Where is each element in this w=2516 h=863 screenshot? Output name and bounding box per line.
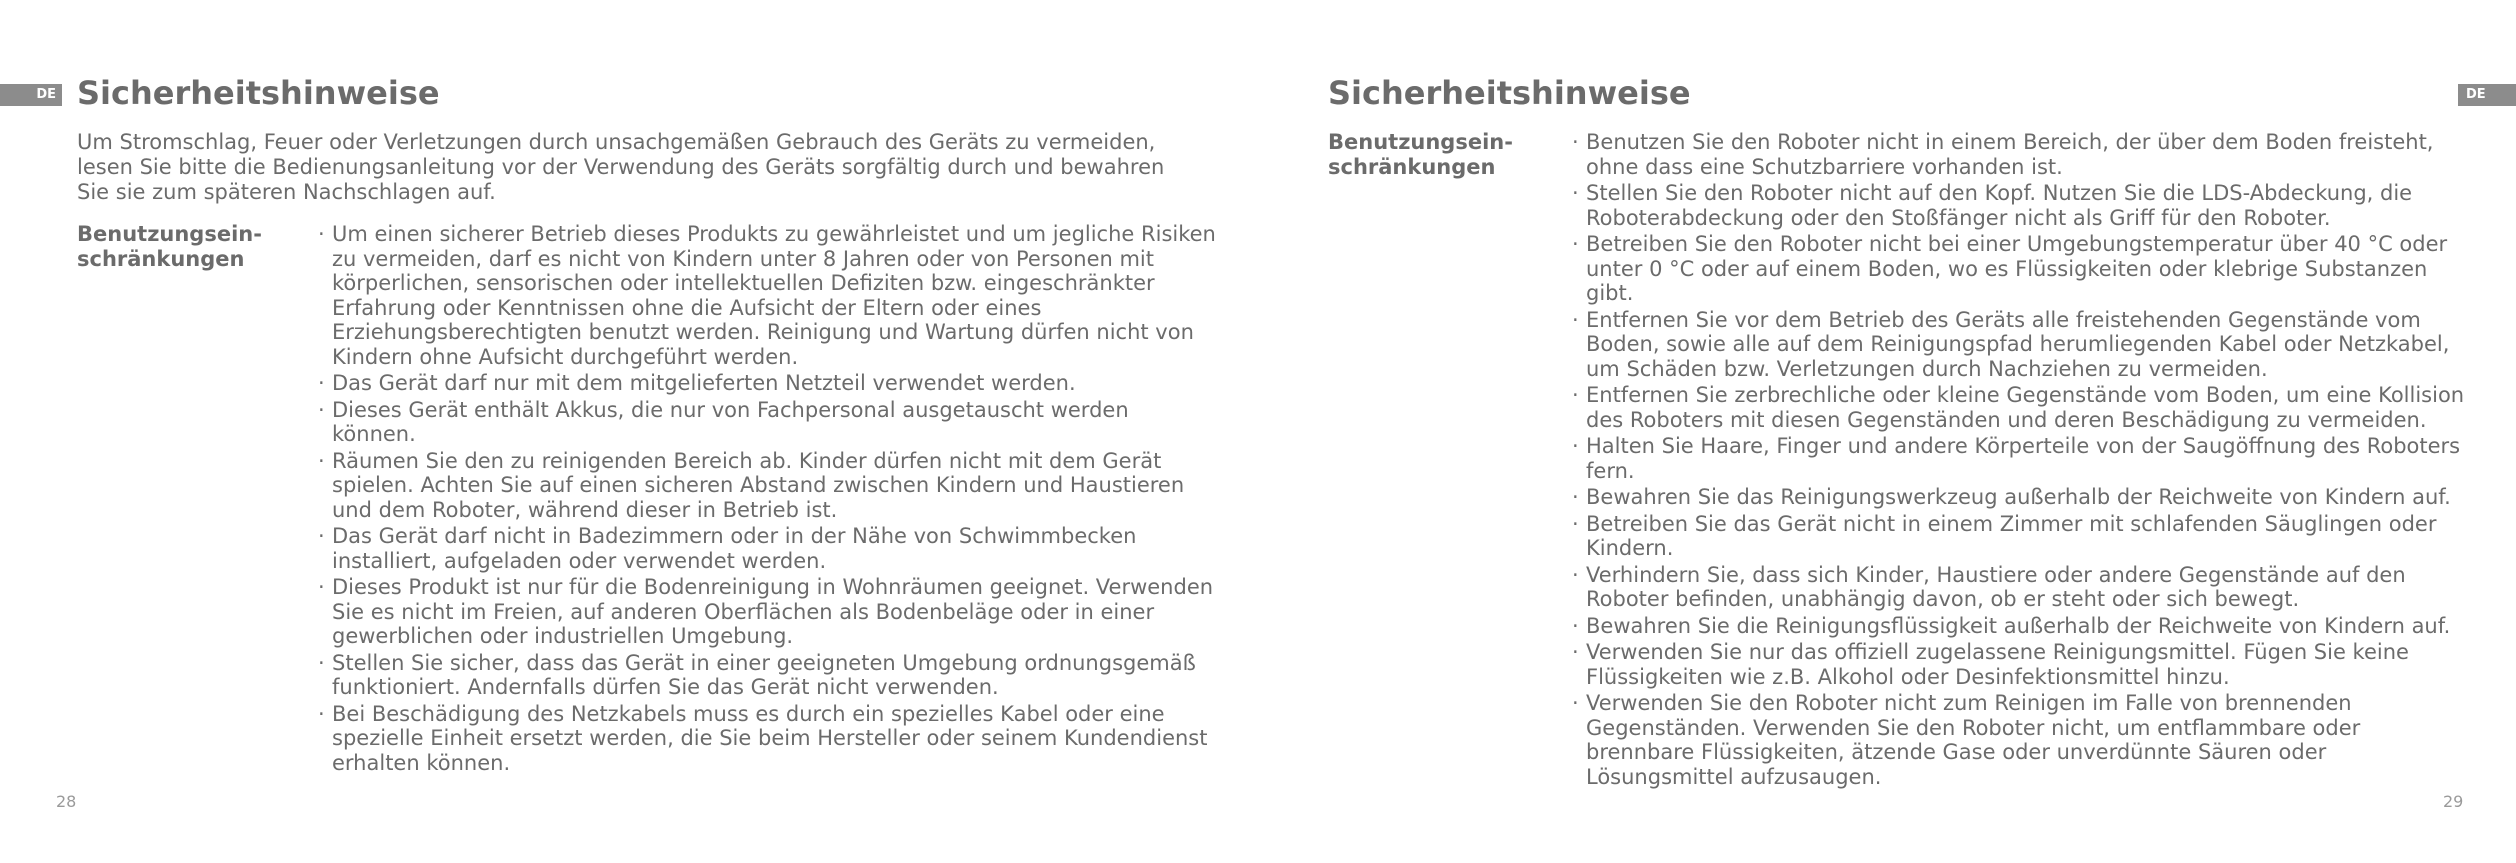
bullet-marker: · (1572, 485, 1579, 509)
bullet-marker: · (1572, 181, 1579, 205)
list-item-text: Das Gerät darf nicht in Badezimmern oder in der Nähe von Schwimmbecken installiert, aufgeladen oder verwendet werden. (332, 524, 1137, 573)
list-item (1572, 640, 2472, 689)
list-item-text: Dieses Gerät enthält Akkus, die nur von Fachpersonal ausgetauscht werden können. (332, 397, 1129, 446)
language-tag: DE (2458, 84, 2516, 106)
right-page (1258, 0, 2516, 863)
list-item (1572, 383, 2472, 432)
list-item (1572, 512, 2472, 561)
bullet-marker: · (1572, 434, 1579, 458)
bullet-marker: · (1572, 130, 1579, 154)
list-item-text: Verwenden Sie den Roboter nicht zum Reinigen im Falle von brennenden Gegenständen. Verwenden Sie den Roboter nicht, um entflammbare oder brennbare Flüssigkeiten, ätzende Gase oder unverdünnte Säuren oder Lösungsmittel aufzusaugen. (1586, 691, 2361, 789)
list-item-text: Verwenden Sie nur das offiziell zugelassene Reinigungsmittel. Fügen Sie keine Flüssigkeiten wie z.B. Alkohol oder Desinfektionsmittel hinzu. (1586, 640, 2409, 689)
bullet-marker: · (1572, 511, 1579, 536)
list-item (1572, 563, 2472, 612)
list-item (318, 371, 1218, 396)
bullet-marker: · (1572, 307, 1579, 332)
bullet-marker: · (1572, 640, 1579, 664)
bullet-marker: · (318, 371, 325, 395)
bullet-marker: · (318, 701, 325, 726)
list-item-text: Stellen Sie den Roboter nicht auf den Kopf. Nutzen Sie die LDS-Abdeckung, die Roboterabdeckung oder den Stoßfänger nicht als Griff für den Roboter. (1586, 181, 2413, 230)
list-item-text: Benutzen Sie den Roboter nicht in einem Bereich, der über dem Boden freisteht, ohne dass eine Schutzbarriere vorhanden ist. (1586, 130, 2434, 179)
bullet-marker: · (318, 524, 325, 548)
list-item (1572, 485, 2472, 510)
safety-bullet-list (1572, 130, 2472, 791)
list-item-text: Dieses Produkt ist nur für die Bodenreinigung in Wohnräumen geeignet. Verwenden Sie es nicht im Freien, auf anderen Oberflächen als Bodenbeläge oder in einer gewerblichen oder industriellen Umgebung. (332, 575, 1214, 648)
list-item (318, 651, 1218, 700)
list-item-text: Stellen Sie sicher, dass das Gerät in einer geeigneten Umgebung ordnungsgemäß funktioniert. Andernfalls dürfen Sie das Gerät nicht verwenden. (332, 650, 1196, 699)
list-item-text: Um einen sicherer Betrieb dieses Produkts zu gewährleistet und um jegliche Risiken zu vermeiden, darf es nicht von Kindern unter 8 Jahren oder von Personen mit körperlichen, sensorischen oder intellektuellen Defiziten bzw. eingeschränkter Erfahrung oder Kenntnissen ohne die Aufsicht der Eltern oder eines Erziehungsberechtigten benutzt werden. Reinigung und Wartung dürfen nicht von Kindern ohne Aufsicht durchgeführt werden. (332, 222, 1216, 369)
list-item (1572, 308, 2472, 382)
bullet-marker: · (1572, 383, 1579, 407)
page-title: Sicherheitshinweise (1328, 74, 1691, 112)
list-item-text: Verhindern Sie, dass sich Kinder, Haustiere oder andere Gegenstände auf den Roboter befinden, unabhängig davon, ob er steht oder sich bewegt. (1586, 562, 2406, 611)
list-item (1572, 232, 2472, 306)
list-item (1572, 691, 2472, 789)
list-item-text: Betreiben Sie das Gerät nicht in einem Zimmer mit schlafenden Säuglingen oder Kindern. (1586, 511, 2437, 560)
bullet-marker: · (318, 448, 325, 473)
list-item-text: Betreiben Sie den Roboter nicht bei einer Umgebungstemperatur über 40 °C oder unter 0 °C oder auf einem Boden, wo es Flüssigkeiten oder klebrige Substanzen gibt. (1586, 232, 2448, 305)
bullet-marker: · (318, 397, 325, 422)
list-item (318, 575, 1218, 649)
list-item (318, 222, 1218, 369)
section-label-usage-restrictions: Benutzungsein-schränkungen (1328, 130, 1513, 179)
list-item (318, 398, 1218, 447)
page-number: 29 (2443, 792, 2464, 811)
language-tag: DE (0, 84, 62, 106)
list-item-text: Bewahren Sie das Reinigungswerkzeug außerhalb der Reichweite von Kindern auf. (1586, 485, 2451, 509)
list-item-text: Entfernen Sie zerbrechliche oder kleine Gegenstände vom Boden, um eine Kollision des Roboters mit diesen Gegenständen und deren Beschädigung zu vermeiden. (1586, 383, 2465, 432)
list-item-text: Das Gerät darf nur mit dem mitgelieferten Netzteil verwendet werden. (332, 371, 1076, 395)
intro-paragraph: Um Stromschlag, Feuer oder Verletzungen durch unsachgemäßen Gebrauch des Geräts zu vermeiden, lesen Sie bitte die Bedienungsanleitung vor der Verwendung des Geräts sorgfältig durch und bewahren Sie sie zum späteren Nachschlagen auf. (77, 130, 1165, 204)
bullet-marker: · (1572, 232, 1579, 256)
page-title: Sicherheitshinweise (77, 74, 440, 112)
safety-bullet-list (318, 222, 1218, 777)
list-item (318, 702, 1218, 776)
list-item-text: Halten Sie Haare, Finger und andere Körperteile von der Saugöffnung des Roboters fern. (1586, 434, 2461, 483)
list-item-text: Räumen Sie den zu reinigenden Bereich ab. Kinder dürfen nicht mit dem Gerät spielen. Achten Sie auf einen sicheren Abstand zwischen Kindern und Haustieren und dem Roboter, während dieser in Betrieb ist. (332, 448, 1185, 522)
list-item (1572, 181, 2472, 230)
page-number: 28 (56, 792, 77, 811)
bullet-marker: · (1572, 613, 1579, 638)
bullet-marker: · (318, 575, 325, 599)
bullet-marker: · (318, 222, 325, 246)
list-item-text: Entfernen Sie vor dem Betrieb des Geräts alle freistehenden Gegenstände vom Boden, sowie alle auf dem Reinigungspfad herumliegenden Kabel oder Netzkabel, um Schäden bzw. Verletzungen durch Nachziehen zu vermeiden. (1586, 307, 2450, 381)
bullet-marker: · (1572, 691, 1579, 715)
list-item-text: Bei Beschädigung des Netzkabels muss es durch ein spezielles Kabel oder eine spezielle Einheit ersetzt werden, die Sie beim Hersteller oder seinem Kundendienst erhalten können. (332, 701, 1208, 775)
list-item (318, 524, 1218, 573)
list-item-text: Bewahren Sie die Reinigungsflüssigkeit außerhalb der Reichweite von Kindern auf. (1586, 613, 2451, 638)
bullet-marker: · (1572, 562, 1579, 587)
list-item (1572, 130, 2472, 179)
list-item (1572, 434, 2472, 483)
list-item (318, 449, 1218, 523)
list-item (1572, 614, 2472, 639)
section-label-usage-restrictions: Benutzungsein-schränkungen (77, 222, 262, 271)
bullet-marker: · (318, 650, 325, 675)
